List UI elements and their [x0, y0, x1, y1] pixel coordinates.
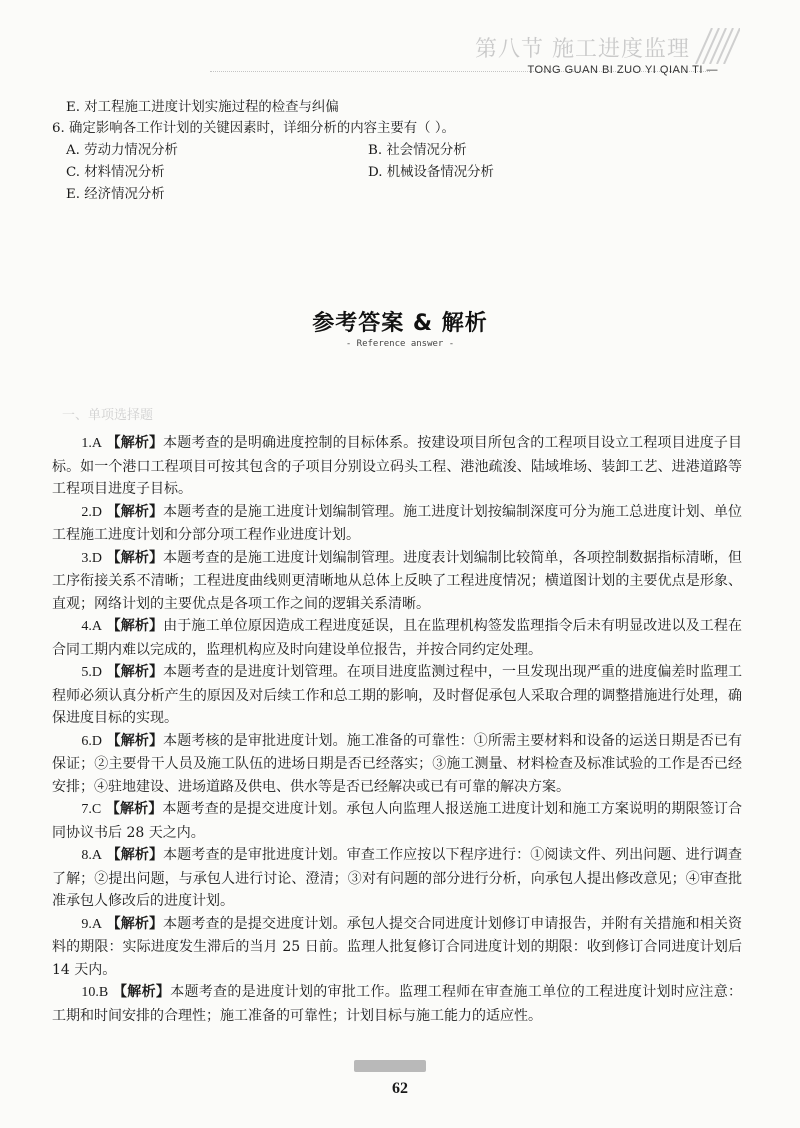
answer-item: 3.D 【解析】本题考查的是施工进度计划编制管理。进度表计划编制比较简单，各项控制数据指标清晰，但工序衔接关系不清晰；工程进度曲线则更清晰地从总体上反映了工程进度情况；横道图计划的主要优点是形象、直观；网络计划的主要优点是各项工作之间的逻辑关系清晰。	[52, 549, 743, 612]
answer-item: 7.C 【解析】本题考查的是提交进度计划。承包人向监理人报送施工进度计划和施工方案说明的期限签订合同协议书后 28 天之内。	[52, 801, 742, 841]
answer-item: 2.D 【解析】本题考查的是施工进度计划编制管理。施工进度计划按编制深度可分为施工总进度计划、单位工程施工进度计划和分部分项工程作业进度计划。	[52, 503, 743, 543]
answer-item: 9.A 【解析】本题考查的是提交进度计划。承包人提交合同进度计划修订申请报告，并附有关措施和相关资料的期限：实际进度发生滞后的当月 25 日前。监理人批复修订合同进度计划的期限：收到修订合同进度计划后 14 天内。	[52, 915, 743, 978]
answer-item: 6.D 【解析】本题考核的是审批进度计划。施工准备的可靠性：①所需主要材料和设备的运送日期是否已有保证；②主要骨干人员及施工队伍的进场日期是否已经落实；③施工测量、材料检查及标准试验的工作是否已经安排；④驻地建设、进场道路及供电、供水等是否已经解决或已有可靠的解决方案。	[52, 732, 743, 795]
answer-item: 5.D 【解析】本题考查的是进度计划管理。在项目进度监测过程中，一旦发现出现严重的进度偏差时监理工程师必须认真分析产生的原因及对后续工作和总工期的影响，及时督促承包人采取合理的调整措施进行处理，确保进度目标的实现。	[52, 664, 743, 726]
header-subtitle: TONG GUAN BI ZUO YI QIAN TI —	[527, 64, 718, 76]
footer-decoration	[354, 1060, 426, 1072]
chapter-title: 第八节 施工进度监理	[475, 37, 690, 62]
answer-item: 8.A 【解析】本题考查的是审批进度计划。审查工作应按以下程序进行：①阅读文件、列出问题、进行调查了解；②提出问题，与承包人进行讨论、澄清；③对有问题的部分进行分析，向承包人提出修改意见；④审查批准承包人修改后的进度计划。	[52, 847, 743, 909]
answer-section-title: 参考答案 & 解析	[312, 311, 488, 336]
answer-section-subtitle: - Reference answer -	[345, 339, 455, 349]
answer-item: 1.A 【解析】本题考查的是明确进度控制的目标体系。按建设项目所包含的工程项目设立工程项目进度子目标。如一个港口工程项目可按其包含的子项目分别设立码头工程、港池疏浚、陆域堆场、装卸工艺、进港道路等工程项目进度子目标。	[52, 435, 743, 497]
answer-item: 10.B 【解析】本题考查的是进度计划的审批工作。监理工程师在审查施工单位的工程进度计划时应注意：工期和时间安排的合理性；施工准备的可靠性；计划目标与施工能力的适应性。	[52, 984, 743, 1024]
q6-option-a: A. 劳动力情况分析	[66, 143, 178, 158]
q6-option-c: C. 材料情况分析	[66, 165, 165, 180]
q6-option-d: D. 机械设备情况分析	[368, 165, 494, 180]
page-number: 62	[392, 1080, 408, 1097]
header-stripes-decoration	[690, 28, 740, 64]
q6-stem: 6. 确定影响各工作计划的关键因素时，详细分析的内容主要有（ ）。	[52, 121, 455, 136]
answer-item: 4.A 【解析】由于施工单位原因造成工程进度延误，且在监理机构签发监理指令后未有明显改进以及工程在合同工期内难以完成的，监理机构应及时向建设单位报告，并按合同约定处理。	[52, 618, 743, 658]
single-choice-heading: 一、单项选择题	[62, 408, 154, 423]
q6-option-e: E. 经济情况分析	[66, 187, 165, 202]
q5-option-e: E. 对工程施工进度计划实施过程的检查与纠偏	[66, 100, 339, 115]
q6-option-b: B. 社会情况分析	[368, 143, 467, 158]
answer-list	[52, 432, 742, 1027]
